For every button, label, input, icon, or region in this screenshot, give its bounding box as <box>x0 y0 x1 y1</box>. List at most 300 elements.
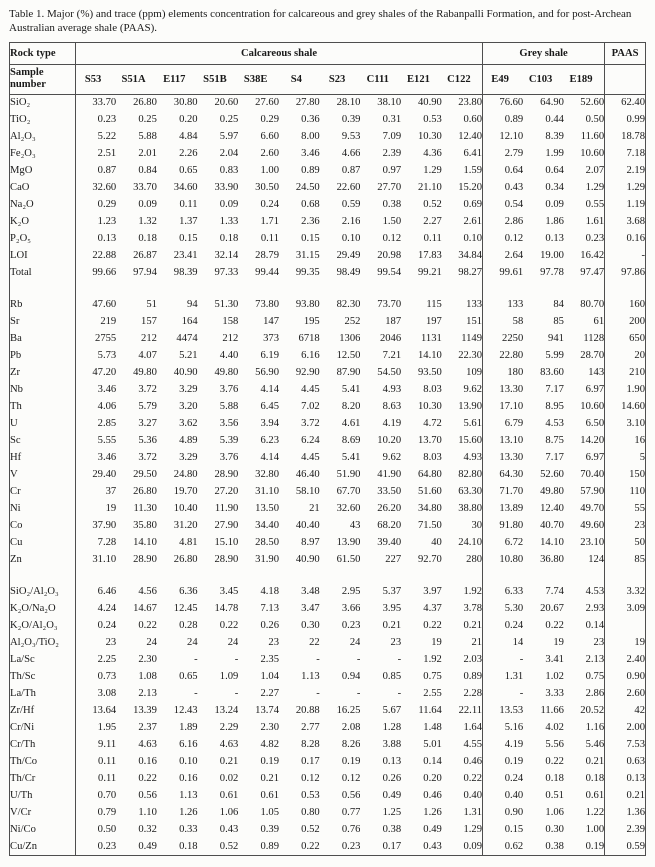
value-cell: 3.66 <box>341 603 361 615</box>
value-cell: 4.66 <box>341 148 361 160</box>
value-cell: - <box>316 688 320 700</box>
value-cell: 3.88 <box>382 739 402 751</box>
value-cell: 4.63 <box>219 739 239 751</box>
value-cell: - <box>316 654 320 666</box>
value-cell: 24 <box>146 637 157 649</box>
value-cell: 70.40 <box>564 466 605 483</box>
value-cell: 2.86 <box>504 216 524 228</box>
value-cell: 73.80 <box>255 299 280 311</box>
value-cell: 2.95 <box>341 586 361 598</box>
value-cell: 3.47 <box>301 603 320 615</box>
value-cell: 3.72 <box>138 384 157 396</box>
value-cell: 21 <box>309 503 320 515</box>
value-cell: 34.60 <box>173 182 198 194</box>
value-cell: 27.70 <box>377 182 402 194</box>
value-cell: 99.44 <box>255 267 280 279</box>
value-cell: 24.10 <box>442 534 483 551</box>
value-cell: 32.60 <box>336 503 361 515</box>
row-label: Ni/Co <box>10 821 76 838</box>
value-cell: 2.51 <box>97 148 117 160</box>
value-cell: 2.55 <box>423 688 442 700</box>
value-cell: 12.40 <box>442 128 483 145</box>
data-row-k-o-na-o <box>10 600 646 617</box>
value-cell: 1.50 <box>382 216 402 228</box>
data-row-cu-zn <box>10 838 646 855</box>
value-cell: 0.17 <box>301 756 320 768</box>
value-cell: 1131 <box>421 333 442 345</box>
value-cell: 14.10 <box>417 350 442 362</box>
value-cell: 93.50 <box>417 367 442 379</box>
value-cell: 2.36 <box>301 216 320 228</box>
value-cell: 5.88 <box>219 401 239 413</box>
data-row-cr-ni <box>10 719 646 736</box>
value-cell: 76.60 <box>499 97 524 109</box>
value-cell: 200 <box>629 316 645 328</box>
value-cell: 17.10 <box>499 401 524 413</box>
value-cell: 1.28 <box>382 722 402 734</box>
value-cell: 34.84 <box>442 247 483 264</box>
value-cell: 0.19 <box>564 838 605 855</box>
value-cell: 0.34 <box>545 182 564 194</box>
sample-header-s53: S53 <box>76 64 117 94</box>
value-cell: 133 <box>442 296 483 313</box>
value-cell: 5.22 <box>97 131 117 143</box>
value-cell: 43 <box>349 520 361 532</box>
value-cell: 1.37 <box>179 216 198 228</box>
value-cell: 0.59 <box>341 199 361 211</box>
value-cell: 1.10 <box>138 807 157 819</box>
value-cell: 2.03 <box>442 651 483 668</box>
value-cell: 0.30 <box>301 620 320 632</box>
row-label: Cr/Th <box>10 736 76 753</box>
row-label: Th/Sc <box>10 668 76 685</box>
value-cell: 1.95 <box>97 722 117 734</box>
data-row-v <box>10 466 646 483</box>
value-cell: 62.40 <box>621 97 645 109</box>
value-cell: 84 <box>553 299 564 311</box>
sample-header-s51b: S51B <box>198 64 239 94</box>
value-cell: 0.21 <box>564 753 605 770</box>
value-cell: 13.24 <box>214 705 239 717</box>
sample-header-s4: S4 <box>279 64 320 94</box>
value-cell: 5.55 <box>97 435 117 447</box>
value-cell: 85 <box>553 316 564 328</box>
value-cell: 1.26 <box>423 807 442 819</box>
value-cell: 9.53 <box>341 131 361 143</box>
row-label: Th <box>10 398 76 415</box>
value-cell: 0.94 <box>341 671 361 683</box>
data-row-cr-th <box>10 736 646 753</box>
value-cell: 22.80 <box>499 350 524 362</box>
value-cell: 0.76 <box>341 824 361 836</box>
value-cell: 2.30 <box>138 654 157 666</box>
value-cell: 197 <box>425 316 442 328</box>
value-cell: 4.02 <box>545 722 564 734</box>
row-label: MgO <box>10 162 76 179</box>
value-cell: 42 <box>634 705 645 717</box>
value-cell: 55 <box>634 503 645 515</box>
value-cell: 5.56 <box>545 739 564 751</box>
value-cell: 1.64 <box>442 719 483 736</box>
value-cell: 2.60 <box>626 688 645 700</box>
value-cell: 0.89 <box>442 668 483 685</box>
value-cell: 10.60 <box>564 145 605 162</box>
value-cell: 3.76 <box>219 452 239 464</box>
value-cell: 0.40 <box>442 787 483 804</box>
value-cell: 0.83 <box>219 165 239 177</box>
value-cell: 2.26 <box>179 148 198 160</box>
value-cell: 50 <box>634 537 645 549</box>
value-cell: 5.16 <box>504 722 524 734</box>
data-row-sr <box>10 313 646 330</box>
gap-cell <box>564 568 605 583</box>
gap-cell <box>157 281 198 296</box>
sample-header-s51a: S51A <box>116 64 157 94</box>
value-cell: 1.92 <box>423 654 442 666</box>
value-cell: 195 <box>303 316 320 328</box>
data-row-th <box>10 398 646 415</box>
value-cell: 12.40 <box>540 503 564 515</box>
data-row-nb <box>10 381 646 398</box>
value-cell: 32.14 <box>214 250 239 262</box>
sample-header-e49: E49 <box>483 64 524 94</box>
value-cell: 28.10 <box>336 97 361 109</box>
sample-header-c111: C111 <box>360 64 401 94</box>
value-cell: 0.89 <box>260 840 280 852</box>
value-cell: 2.39 <box>382 148 402 160</box>
value-cell: 0.09 <box>138 199 157 211</box>
value-cell: 8.26 <box>341 739 361 751</box>
value-cell: 28.90 <box>214 469 239 481</box>
value-cell: 0.16 <box>138 756 157 768</box>
value-cell: 8.03 <box>423 452 442 464</box>
value-cell: 20 <box>634 350 645 362</box>
value-cell: 22.60 <box>336 182 361 194</box>
value-cell: 1.29 <box>423 165 442 177</box>
value-cell: 0.32 <box>138 824 157 836</box>
row-label: Zn <box>10 551 76 568</box>
value-cell: 82.30 <box>336 299 361 311</box>
value-cell: 0.65 <box>179 165 198 177</box>
value-cell: 0.19 <box>504 756 524 768</box>
value-cell: 133 <box>507 299 524 311</box>
value-cell: 147 <box>263 316 280 328</box>
value-cell: 27.90 <box>214 520 239 532</box>
value-cell: 151 <box>442 313 483 330</box>
value-cell: 2.16 <box>341 216 361 228</box>
value-cell: 0.14 <box>564 617 605 634</box>
value-cell: 32.80 <box>255 469 280 481</box>
value-cell: 6.97 <box>564 449 605 466</box>
value-cell: 37 <box>105 486 117 498</box>
value-cell: 4474 <box>176 333 198 345</box>
value-cell: 0.60 <box>442 111 483 128</box>
value-cell: 13.90 <box>336 537 361 549</box>
value-cell: 52.60 <box>564 94 605 111</box>
data-row-loi <box>10 247 646 264</box>
value-cell: - <box>397 688 402 700</box>
value-cell: 2.39 <box>626 824 645 836</box>
value-cell: 13.89 <box>499 503 524 515</box>
value-cell: 0.22 <box>301 840 320 852</box>
value-cell: 7.18 <box>626 148 645 160</box>
value-cell: 92.70 <box>417 554 442 566</box>
value-cell: 12.50 <box>336 350 361 362</box>
value-cell: 16 <box>634 435 645 447</box>
row-label: TiO₂ <box>10 111 76 128</box>
value-cell: 0.10 <box>442 230 483 247</box>
data-row-mgo <box>10 162 646 179</box>
value-cell: 0.33 <box>179 824 198 836</box>
value-cell: 12.43 <box>173 705 198 717</box>
value-cell: 23 <box>268 637 280 649</box>
row-label: Al₂O₃/TiO₂ <box>10 634 76 651</box>
sample-header-e189: E189 <box>564 64 605 94</box>
value-cell: 1.25 <box>382 807 402 819</box>
value-cell: 68.20 <box>377 520 402 532</box>
value-cell: 4.18 <box>260 586 280 598</box>
gap-cell <box>76 568 117 583</box>
value-cell: 0.87 <box>97 165 117 177</box>
value-cell: 5.41 <box>341 452 361 464</box>
value-cell: 3.29 <box>179 384 198 396</box>
value-cell: 30.80 <box>173 97 198 109</box>
value-cell: 4.82 <box>260 739 280 751</box>
value-cell: 227 <box>385 554 402 566</box>
value-cell: 24 <box>349 637 361 649</box>
value-cell: 115 <box>426 299 442 311</box>
value-cell: 23 <box>634 520 645 532</box>
value-cell: 0.90 <box>504 807 524 819</box>
value-cell: 33.50 <box>377 486 402 498</box>
value-cell: 0.75 <box>423 671 442 683</box>
row-label: V/Cr <box>10 804 76 821</box>
value-cell: 30 <box>442 517 483 534</box>
value-cell: 0.77 <box>341 807 361 819</box>
row-label: SiO₂ <box>10 94 76 111</box>
value-cell: 2.08 <box>341 722 361 734</box>
value-cell: 0.65 <box>179 671 198 683</box>
value-cell: 0.53 <box>301 790 320 802</box>
value-cell: 10.30 <box>417 131 442 143</box>
data-row-u <box>10 415 646 432</box>
value-cell: 1.08 <box>138 671 157 683</box>
value-cell: 3.32 <box>626 586 645 598</box>
row-label: Hf <box>10 449 76 466</box>
value-cell: 0.90 <box>626 671 645 683</box>
value-cell: 29.50 <box>133 469 157 481</box>
value-cell: 0.84 <box>138 165 157 177</box>
value-cell: 0.43 <box>504 182 524 194</box>
value-cell: 99.66 <box>92 267 117 279</box>
value-cell: 1149 <box>442 330 483 347</box>
row-label: Cr <box>10 483 76 500</box>
value-cell: 13.50 <box>255 503 280 515</box>
value-cell: 5.61 <box>442 415 483 432</box>
value-cell: 31.10 <box>255 486 280 498</box>
sample-header-s38e: S38E <box>238 64 279 94</box>
data-row-la-sc <box>10 651 646 668</box>
value-cell: 2.64 <box>504 250 524 262</box>
value-cell: 8.63 <box>382 401 402 413</box>
value-cell: 0.63 <box>626 756 645 768</box>
value-cell: 0.73 <box>97 671 117 683</box>
value-cell: 160 <box>629 299 645 311</box>
data-row-sc <box>10 432 646 449</box>
value-cell: 0.28 <box>179 620 198 632</box>
value-cell: 49.80 <box>214 367 239 379</box>
row-label: Cu <box>10 534 76 551</box>
value-cell: 40.70 <box>540 520 564 532</box>
value-cell: 0.23 <box>97 840 117 852</box>
data-row-cao <box>10 179 646 196</box>
value-cell: 19 <box>634 637 645 649</box>
gap-cell <box>76 281 117 296</box>
value-cell: 34.80 <box>417 503 442 515</box>
value-cell: 3.41 <box>545 654 564 666</box>
value-cell: 1.86 <box>545 216 564 228</box>
value-cell: 2.27 <box>423 216 442 228</box>
value-cell: 0.53 <box>423 114 442 126</box>
value-cell: 7.02 <box>301 401 320 413</box>
value-cell: 9.62 <box>382 452 402 464</box>
value-cell: 0.51 <box>545 790 564 802</box>
value-cell: 6.46 <box>97 586 117 598</box>
value-cell: 109 <box>442 364 483 381</box>
value-cell: 11.30 <box>133 503 157 515</box>
value-cell: 10.60 <box>564 398 605 415</box>
gap-cell <box>442 281 483 296</box>
value-cell: 11.60 <box>564 128 605 145</box>
value-cell: 97.33 <box>214 267 239 279</box>
data-row-ba <box>10 330 646 347</box>
value-cell: 0.97 <box>382 165 402 177</box>
group-header-paas: PAAS <box>605 42 646 64</box>
value-cell: 0.44 <box>545 114 564 126</box>
value-cell: 0.22 <box>219 620 239 632</box>
value-cell: 0.14 <box>423 756 442 768</box>
value-cell: 28.70 <box>564 347 605 364</box>
value-cell <box>605 617 646 634</box>
value-cell: 3.72 <box>301 418 320 430</box>
row-label: Zr <box>10 364 76 381</box>
value-cell: 1.19 <box>626 199 645 211</box>
data-row-co <box>10 517 646 534</box>
value-cell: 35.80 <box>133 520 157 532</box>
data-row-total <box>10 264 646 281</box>
value-cell: 0.09 <box>545 199 564 211</box>
value-cell: 0.69 <box>442 196 483 213</box>
value-cell: 7.17 <box>545 384 564 396</box>
value-cell: 17.83 <box>417 250 442 262</box>
value-cell: 34.40 <box>255 520 280 532</box>
sample-header-e117: E117 <box>157 64 198 94</box>
value-cell: 0.15 <box>504 824 524 836</box>
value-cell: 212 <box>222 333 239 345</box>
value-cell: 92.90 <box>295 367 320 379</box>
row-label: Co <box>10 517 76 534</box>
value-cell: 2250 <box>502 333 524 345</box>
gap-cell <box>564 281 605 296</box>
data-row-hf <box>10 449 646 466</box>
value-cell: 13.64 <box>92 705 117 717</box>
value-cell: 5.79 <box>138 401 157 413</box>
value-cell: 4.53 <box>545 418 564 430</box>
value-cell: 0.56 <box>341 790 361 802</box>
value-cell: 32.60 <box>92 182 117 194</box>
value-cell: 0.10 <box>179 756 198 768</box>
value-cell: 73.70 <box>377 299 402 311</box>
value-cell: 8.39 <box>545 131 564 143</box>
value-cell: 0.64 <box>504 165 524 177</box>
value-cell: 3.78 <box>442 600 483 617</box>
value-cell: 0.21 <box>626 790 645 802</box>
gap-cell <box>320 568 361 583</box>
value-cell: 2.60 <box>260 148 280 160</box>
value-cell: 29.49 <box>336 250 361 262</box>
value-cell: 0.19 <box>260 756 280 768</box>
value-cell: 0.23 <box>97 114 117 126</box>
value-cell: 280 <box>442 551 483 568</box>
value-cell: 21 <box>442 634 483 651</box>
value-cell: 8.75 <box>545 435 564 447</box>
data-row-na-o <box>10 196 646 213</box>
value-cell: 0.18 <box>179 840 198 852</box>
value-cell: 0.24 <box>504 773 524 785</box>
value-cell: 26.80 <box>133 486 157 498</box>
data-row-th-cr <box>10 770 646 787</box>
data-row-sio- <box>10 94 646 111</box>
value-cell: 0.54 <box>504 199 524 211</box>
value-cell: 0.25 <box>138 114 157 126</box>
value-cell: 0.56 <box>138 790 157 802</box>
value-cell: 38.10 <box>377 97 402 109</box>
value-cell: 0.38 <box>382 824 402 836</box>
value-cell: 40.90 <box>417 97 442 109</box>
value-cell: - <box>397 654 402 666</box>
value-cell: 13.30 <box>499 384 524 396</box>
value-cell: 0.39 <box>341 114 361 126</box>
data-row-al-o- <box>10 128 646 145</box>
value-cell: 99.35 <box>295 267 320 279</box>
value-cell: 85 <box>634 554 645 566</box>
value-cell: 0.38 <box>545 840 564 852</box>
value-cell: 19 <box>105 503 117 515</box>
value-cell: 23 <box>105 637 117 649</box>
value-cell: 49.80 <box>133 367 157 379</box>
gap-cell <box>116 568 157 583</box>
value-cell: 2046 <box>379 333 402 345</box>
value-cell: 26.87 <box>133 250 157 262</box>
value-cell: 7.74 <box>545 586 564 598</box>
value-cell: 71.50 <box>417 520 442 532</box>
value-cell: 8.20 <box>341 401 361 413</box>
value-cell: 57.90 <box>564 483 605 500</box>
value-cell: 2.86 <box>564 685 605 702</box>
value-cell: 252 <box>344 316 361 328</box>
value-cell: 6.97 <box>564 381 605 398</box>
value-cell: 2.37 <box>138 722 157 734</box>
value-cell: 0.22 <box>423 620 442 632</box>
value-cell: 0.12 <box>504 233 524 245</box>
gap-cell <box>116 281 157 296</box>
row-label: Ni <box>10 500 76 517</box>
value-cell: 47.60 <box>92 299 117 311</box>
value-cell: - <box>234 688 239 700</box>
data-row-zr <box>10 364 646 381</box>
value-cell: 52.60 <box>540 469 564 481</box>
value-cell: 5.01 <box>423 739 442 751</box>
